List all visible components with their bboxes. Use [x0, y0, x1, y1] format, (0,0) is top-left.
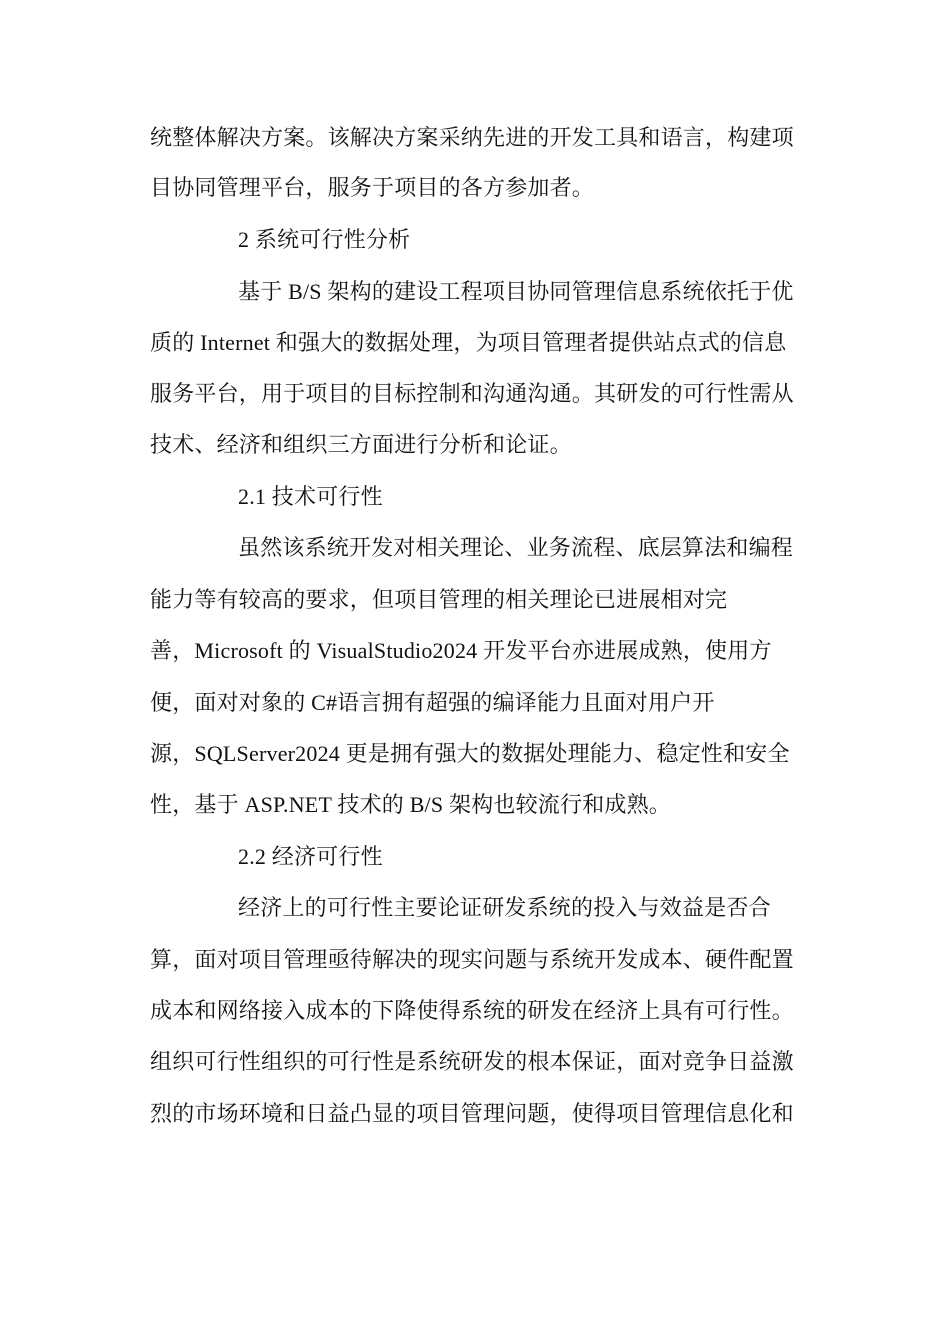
paragraph-line: 统整体解决方案。该解决方案采纳先进的开发工具和语言，构建项 — [150, 125, 794, 150]
paragraph-line: 质的 Internet 和强大的数据处理，为项目管理者提供站点式的信息 — [150, 330, 787, 355]
paragraph-line: 烈的市场环境和日益凸显的项目管理问题，使得项目管理信息化和 — [150, 1101, 794, 1126]
paragraph-line: 经济上的可行性主要论证研发系统的投入与效益是否合 — [238, 895, 771, 920]
paragraph-line: 组织可行性组织的可行性是系统研发的根本保证，面对竞争日益激 — [150, 1049, 794, 1074]
paragraph-line: 性，基于 ASP.NET 技术的 B/S 架构也较流行和成熟。 — [150, 792, 672, 817]
paragraph-line: 虽然该系统开发对相关理论、业务流程、底层算法和编程 — [238, 535, 794, 560]
subsection-heading: 2.1 技术可行性 — [238, 484, 383, 509]
paragraph-line: 成本和网络接入成本的下降使得系统的研发在经济上具有可行性。 — [150, 998, 794, 1023]
paragraph-line: 目协同管理平台，服务于项目的各方参加者。 — [150, 175, 595, 200]
subsection-heading: 2.2 经济可行性 — [238, 844, 383, 869]
paragraph-line: 能力等有较高的要求，但项目管理的相关理论已进展相对完 — [150, 587, 728, 612]
paragraph-line: 便，面对对象的 C#语言拥有超强的编译能力且面对用户开 — [150, 690, 715, 715]
paragraph-line: 技术、经济和组织三方面进行分析和论证。 — [150, 432, 572, 457]
paragraph-line: 善，Microsoft 的 VisualStudio2024 开发平台亦进展成熟，使用方 — [150, 638, 772, 663]
paragraph-line: 算，面对项目管理亟待解决的现实问题与系统开发成本、硬件配置 — [150, 947, 794, 972]
section-heading: 2 系统可行性分析 — [238, 227, 411, 252]
paragraph-line: 基于 B/S 架构的建设工程项目协同管理信息系统依托于优 — [238, 279, 794, 304]
paragraph-line: 源，SQLServer2024 更是拥有强大的数据处理能力、稳定性和安全 — [150, 741, 790, 766]
paragraph-line: 服务平台，用于项目的目标控制和沟通沟通。其研发的可行性需从 — [150, 381, 794, 406]
